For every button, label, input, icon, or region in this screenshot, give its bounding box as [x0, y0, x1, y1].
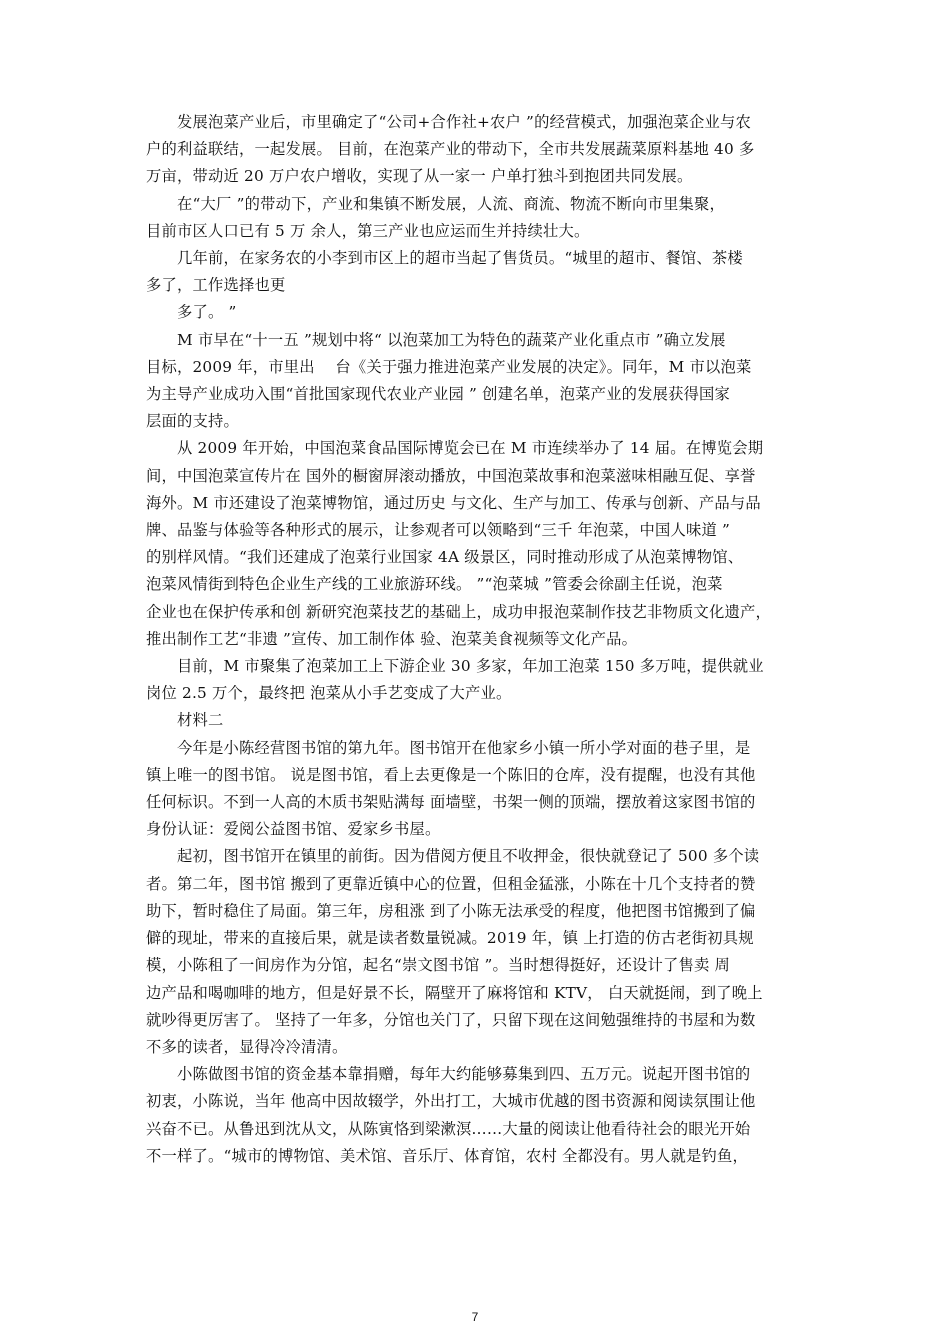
text-line: 起初，图书馆开在镇里的前街。因为借阅方便且不收押金，很快就登记了 500 多个读 [146, 847, 760, 866]
text-line: 任何标识。不到一人高的木质书架贴满每 面墙壁，书架一侧的顶端，摆放着这家图书馆的 [146, 793, 756, 812]
text-line: 不多的读者，显得冷冷清清。 [146, 1037, 348, 1056]
text-line: 小陈做图书馆的资金基本靠捐赠，每年大约能够募集到四、五万元。说起开图书馆的 [146, 1065, 751, 1084]
text-line: 万亩，带动近 20 万户农户增收，实现了从一家一 户单打独斗到抱团共同发展。 [146, 167, 693, 186]
text-line: 泡菜风情街到特色企业生产线的工业旅游环线。 ”“泡菜城 ”管委会徐副主任说，泡菜 [146, 575, 723, 594]
text-line: 多了。 ” [146, 303, 237, 322]
text-line: 层面的支持。 [146, 412, 239, 431]
text-line: 为主导产业成功入围“首批国家现代农业产业园 ” 创建名单，泡菜产业的发展获得国家 [146, 385, 731, 404]
text-line: 模，小陈租了一间房作为分馆，起名“崇文图书馆 ”。当时想得挺好，还设计了售卖 周 [146, 956, 731, 975]
text-line: 几年前，在家务农的小李到市区上的超市当起了售货员。“城里的超市、餐馆、茶楼 [146, 249, 743, 268]
text-line: 目前，M 市聚集了泡菜加工上下游企业 30 多家，年加工泡菜 150 多万吨，提供就业 [146, 657, 764, 676]
text-line: 身份认证：爱阅公益图书馆、爱家乡书屋。 [146, 820, 441, 839]
text-line: 间，中国泡菜宣传片在 国外的橱窗屏滚动播放，中国泡菜故事和泡菜滋味相融互促、享誉 [146, 466, 756, 485]
text-line: 海外。M 市还建设了泡菜博物馆，通过历史 与文化、生产与加工、传承与创新、产品与品 [146, 493, 761, 512]
text-line: 多了，工作选择也更 [146, 276, 286, 295]
text-line: 初衷，小陈说，当年 他高中因故辍学，外出打工，大城市优越的图书资源和阅读氛围让他 [146, 1092, 756, 1111]
text-line: 者。第二年，图书馆 搬到了更靠近镇中心的位置，但租金猛涨，小陈在十几个支持者的赞 [146, 874, 756, 893]
section-heading: 材料二 [146, 711, 224, 730]
text-line: 目前市区人口已有 5 万 余人，第三产业也应运而生并持续壮大。 [146, 221, 590, 240]
text-line: 不一样了。“城市的博物馆、美术馆、音乐厅、体育馆，农村 全都没有。男人就是钓鱼， [146, 1146, 748, 1165]
text-line: 镇上唯一的图书馆。 说是图书馆，看上去更像是一个陈旧的仓库，没有提醒，也没有其他 [146, 765, 756, 784]
text-line: 助下，暂时稳住了局面。第三年，房租涨 到了小陈无法承受的程度，他把图书馆搬到了偏 [146, 901, 756, 920]
text-line: 户的利益联结，一起发展。 目前，在泡菜产业的带动下，全市共发展蔬菜原料基地 40 多 [146, 140, 755, 159]
text-line: 兴奋不已。从鲁迅到沈从文，从陈寅恪到梁漱溟……大量的阅读让他看待社会的眼光开始 [146, 1119, 751, 1138]
text-line: 推出制作工艺“非遗 ”宣传、加工制作体 验、泡菜美食视频等文化产品。 [146, 629, 638, 648]
document-body [146, 109, 814, 1170]
text-line: 在“大厂 ”的带动下，产业和集镇不断发展，人流、商流、物流不断向市里集聚， [146, 194, 725, 213]
text-line: 边产品和喝咖啡的地方，但是好景不长，隔壁开了麻将馆和 KTV， 白天就挺闹，到了晚上 [146, 983, 763, 1002]
text-line: 的别样风情。“我们还建成了泡菜行业国家 4A 级景区，同时推动形成了从泡菜博物馆、 [146, 548, 744, 567]
text-line: 目标，2009 年，市里出 台《关于强力推进泡菜产业发展的决定》。同年，M 市以泡菜 [146, 357, 752, 376]
text-line: 发展泡菜产业后，市里确定了“公司+合作社+农户 ”的经营模式，加强泡菜企业与农 [146, 113, 752, 131]
text-line: 牌、品鉴与体验等各种形式的展示，让参观者可以领略到“三千 年泡菜，中国人味道 ” [146, 521, 731, 540]
text-line: M 市早在“十一五 ”规划中将“ 以泡菜加工为特色的蔬菜产业化重点市 ”确立发展 [146, 330, 726, 349]
page-number: 7 [471, 1310, 479, 1324]
text-line: 企业也在保护传承和创 新研究泡菜技艺的基础上，成功申报泡菜制作技艺非物质文化遗产， [146, 602, 771, 621]
text-line: 就吵得更厉害了。 坚持了一年多，分馆也关门了，只留下现在这间勉强维持的书屋和为数 [146, 1010, 756, 1029]
text-line: 僻的现址，带来的直接后果，就是读者数量锐减。2019 年，镇 上打造的仿古老街初具规 [146, 929, 754, 948]
text-line: 从 2009 年开始，中国泡菜食品国际博览会已在 M 市连续举办了 14 届。在博览会期 [146, 439, 764, 458]
text-line: 今年是小陈经营图书馆的第九年。图书馆开在他家乡小镇一所小学对面的巷子里，是 [146, 738, 751, 757]
text-line: 岗位 2.5 万个，最终把 泡菜从小手艺变成了大产业。 [146, 684, 512, 703]
